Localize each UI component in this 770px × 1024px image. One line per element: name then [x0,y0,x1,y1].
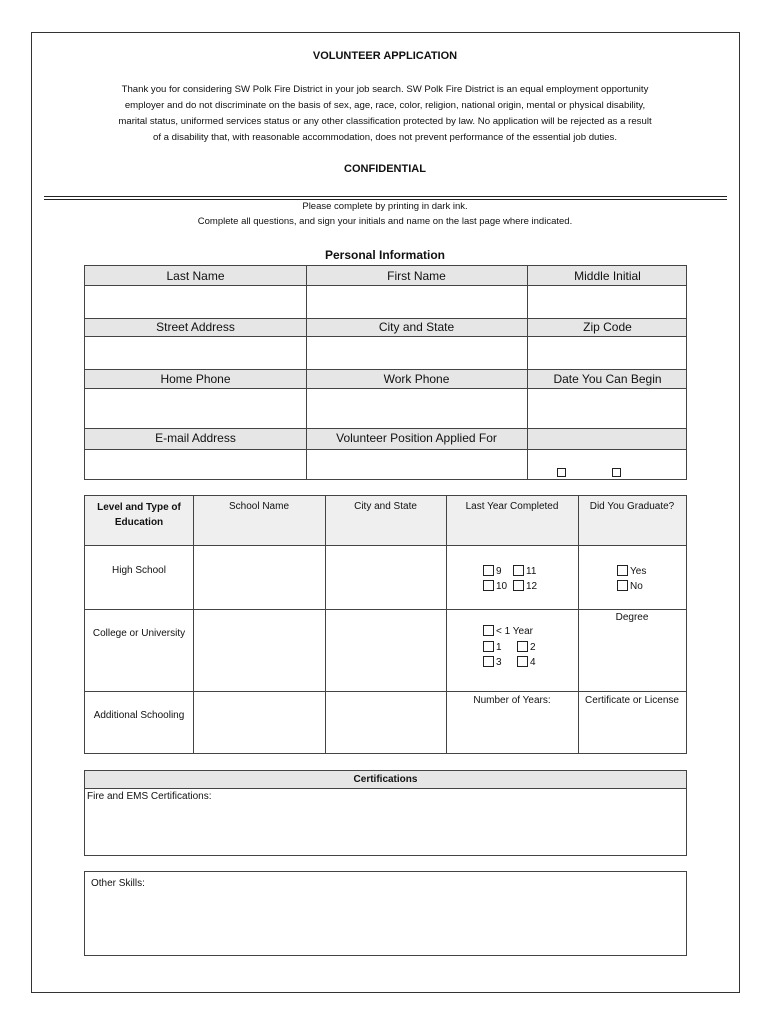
college-year-1[interactable]: 1 [483,641,502,654]
hs-year-12[interactable]: 12 [513,580,537,593]
checkbox[interactable] [483,625,494,636]
checkbox[interactable] [513,565,524,576]
position-label: Volunteer Position Applied For [336,431,497,445]
checkbox[interactable] [617,565,628,576]
checkbox[interactable] [513,580,524,591]
row-divider [85,691,686,692]
graduated-yes[interactable]: Yes [617,565,646,578]
work-phone-label: Work Phone [383,372,450,386]
hs-year-9[interactable]: 9 [483,565,502,578]
street-address-label: Street Address [156,320,235,334]
middle-initial-label: Middle Initial [574,269,641,283]
intro-line: marital status, uniformed services status or any other classification protected by law. No application will be rejected as a result [118,116,652,127]
intro-paragraph [58,82,712,146]
instruction-line: Complete all questions, and sign your initials and name on the last page where indicated. [197,216,573,227]
other-skills-box[interactable] [84,871,687,956]
level-type-header: Level and Type of Education [97,502,181,528]
college-year-4[interactable]: 4 [517,656,536,669]
first-name-label: First Name [387,269,446,283]
column-divider [193,496,194,753]
college-label: College or University [92,628,186,639]
college-year-3[interactable]: 3 [483,656,502,669]
column-divider [446,496,447,753]
school-name-header: School Name [228,501,290,512]
hs-year-10[interactable]: 10 [483,580,507,593]
intro-line: Thank you for considering SW Polk Fire District in your job search. SW Polk Fire District is an equal employment opportunity [121,84,649,95]
personal-info-table [84,265,687,480]
fire-ems-label: Fire and EMS Certifications: [87,791,212,802]
double-rule-bottom [44,199,727,200]
last-year-header: Last Year Completed [465,501,559,512]
college-year-2[interactable]: 2 [517,641,536,654]
certifications-heading: Certifications [85,771,686,789]
certificate-license-label: Certificate or License [585,695,679,706]
last-name-label: Last Name [166,269,225,283]
form-title: VOLUNTEER APPLICATION [312,50,458,62]
hs-year-11[interactable]: 11 [513,565,536,578]
checkbox[interactable] [612,468,621,477]
home-phone-label: Home Phone [160,372,231,386]
intro-line: of a disability that, with reasonable accommodation, does not prevent performance of the essential job duties. [153,132,617,143]
checkbox[interactable] [483,565,494,576]
column-divider [325,496,326,753]
confidential-heading: CONFIDENTIAL [344,163,426,175]
other-skills-label: Other Skills: [91,878,145,889]
checkbox[interactable] [517,656,528,667]
graduate-header: Did You Graduate? [589,501,675,512]
graduated-no[interactable]: No [617,580,643,593]
double-rule-top [44,196,727,197]
checkbox[interactable] [483,580,494,591]
city-state-label: City and State [378,320,455,334]
education-table [84,495,687,754]
high-school-label: High School [112,565,166,576]
certifications-box[interactable] [84,770,687,856]
email-label: E-mail Address [155,431,236,445]
checkbox[interactable] [617,580,628,591]
intro-line: employer and do not discriminate on the basis of sex, age, race, color, religion, national origin, mental or physical disability, [124,100,646,111]
checkbox[interactable] [557,468,566,477]
instruction-line: Please complete by printing in dark ink. [302,201,468,212]
city-state-header: City and State [354,501,417,512]
college-less-than-1-year[interactable]: < 1 Year [483,625,533,638]
personal-info-heading: Personal Information [324,248,446,262]
date-begin-label: Date You Can Begin [553,372,662,386]
checkbox[interactable] [483,641,494,652]
checkbox[interactable] [517,641,528,652]
zip-code-label: Zip Code [583,320,632,334]
degree-label: Degree [615,612,649,623]
checkbox[interactable] [483,656,494,667]
additional-schooling-label: Additional Schooling [93,710,185,721]
number-of-years-label: Number of Years: [473,695,551,706]
